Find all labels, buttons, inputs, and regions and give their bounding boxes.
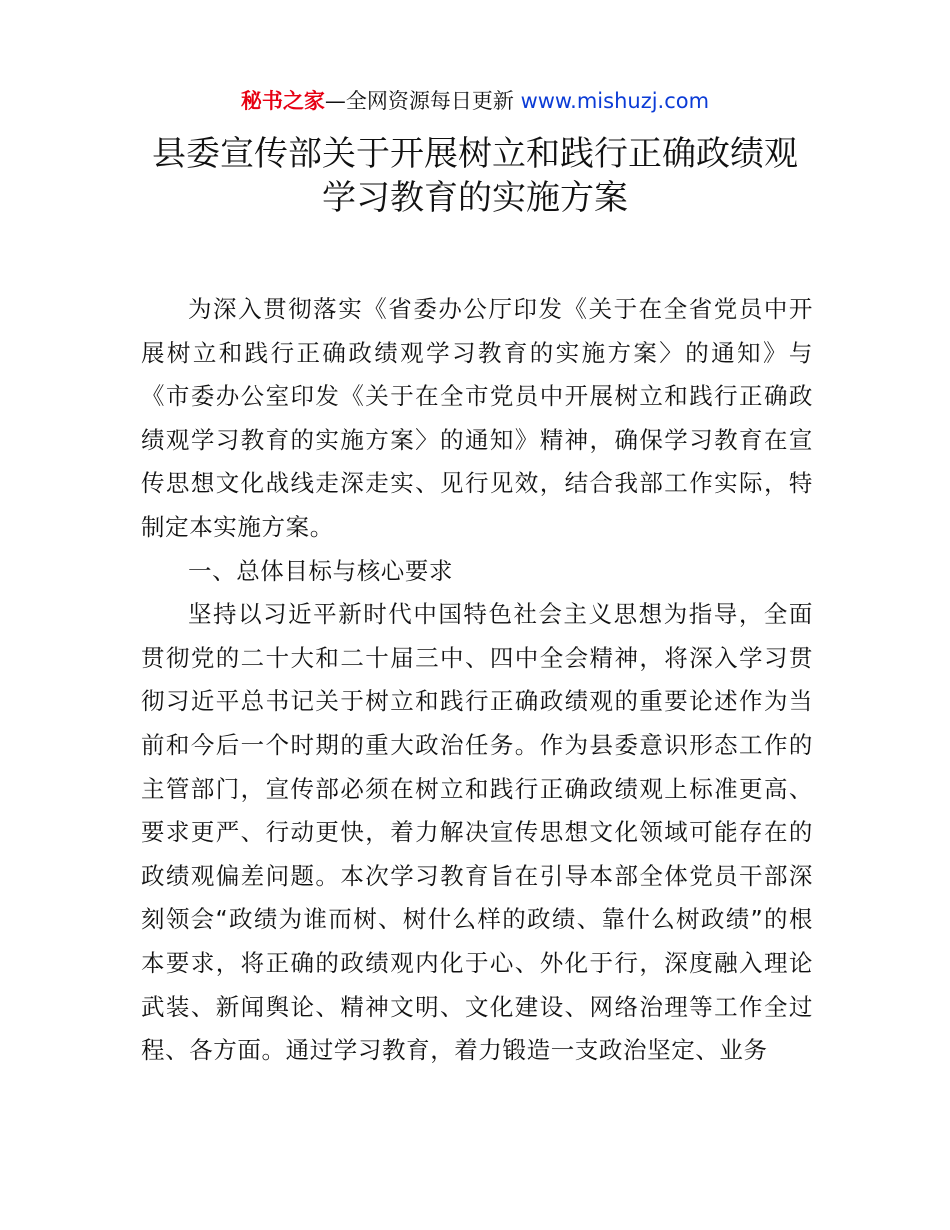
site-tagline: —全网资源每日更新 [324,89,514,113]
section-heading-1: 一、总体目标与核心要求 [188,556,454,585]
site-brand: 秘书之家 [240,89,325,113]
intro-paragraph: 为深入贯彻落实《省委办公厅印发《关于在全省党员中开展树立和践行正确政绩观学习教育的实施方案〉的通知》与《市委办公室印发《关于在全市党员中开展树立和践行正确政绩观学习教育的实施方案〉的通知》精神，确保学习教育在宣传思想文化战线走深走实、见行见效，结合我部工作实际，特制定本实施方案。 [141,295,813,541]
site-url-link[interactable]: www.mishuzj.com [520,89,710,113]
body-paragraph: 坚持以习近平新时代中国特色社会主义思想为指导，全面贯彻党的二十大和二十届三中、四中全会精神，将深入学习贯彻习近平总书记关于树立和践行正确政绩观的重要论述作为当前和今后一个时期的重大政治任务。作为县委意识形态工作的主管部门，宣传部必须在树立和践行正确政绩观上标准更高、要求更严、行动更快，着力解决宣传思想文化领域可能存在的政绩观偏差问题。本次学习教育旨在引导本部全体党员干部深刻领会“政绩为谁而树、树什么样的政绩、靠什么树政绩”的根本要求，将正确的政绩观内化于心、外化于行，深度融入理论武装、新闻舆论、精神文明、文化建设、网络治理等工作全过程、各方面。通过学习教育，着力锻造一支政治坚定、业务 [141,600,813,1065]
document-title [60,132,890,220]
document-title-line-2: 学习教育的实施方案 [322,178,628,218]
site-header [0,86,950,116]
document-body [141,288,813,1073]
document-title-line-1: 县委宣传部关于开展树立和践行正确政绩观 [152,134,798,174]
